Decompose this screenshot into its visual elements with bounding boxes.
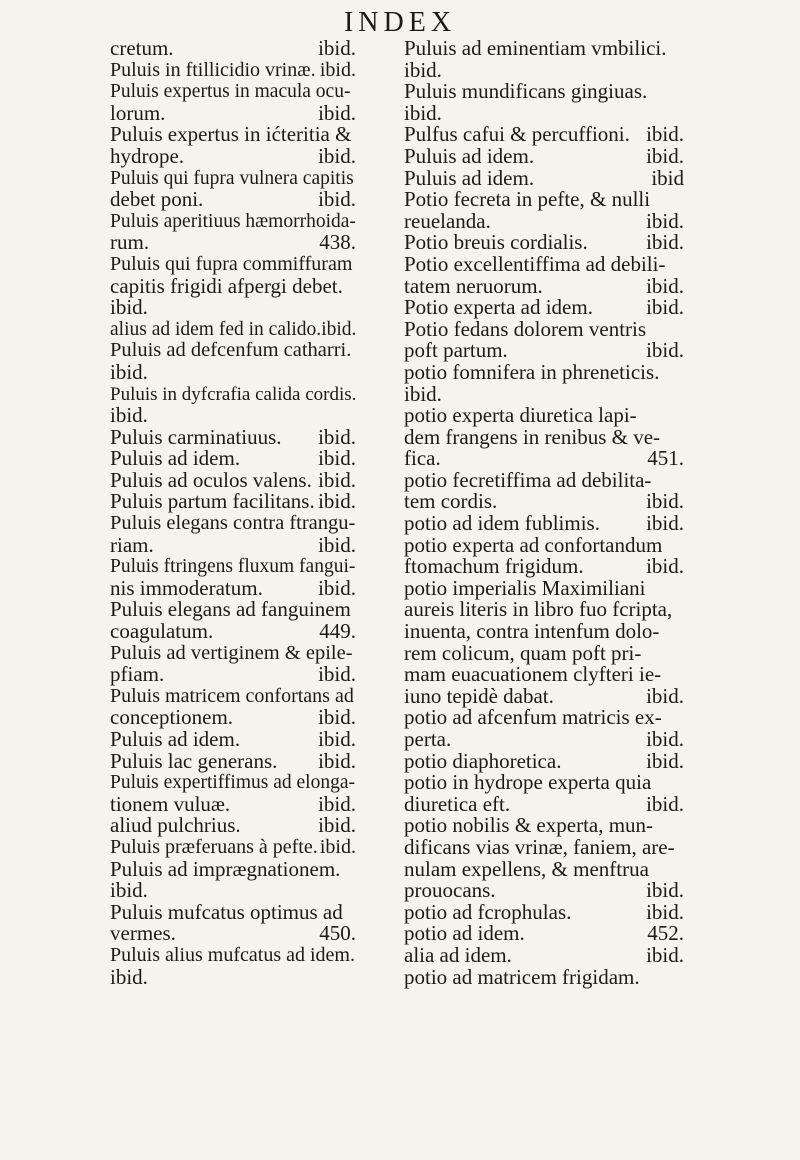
index-entry-text: diuretica eft. <box>404 791 511 816</box>
index-page-ref: ibid. <box>646 122 684 147</box>
page-header: INDEX <box>343 7 457 38</box>
index-entry-text: Puluis expertiffimus ad elonga- <box>110 772 355 794</box>
index-line <box>404 599 684 621</box>
index-line <box>110 513 356 535</box>
index-line <box>110 772 356 794</box>
index-line <box>404 251 684 276</box>
index-line <box>404 556 684 578</box>
index-entry-text: potio nobilis & experta, mun- <box>404 813 654 838</box>
index-entry-text: ibid. <box>110 295 148 320</box>
index-entry-text: Puluis mundificans gingiuas. <box>404 79 648 104</box>
index-entry-text: capitis frigidi afpergi debet. <box>110 273 343 298</box>
index-entry-text: conceptionem. <box>110 705 234 730</box>
index-line <box>110 340 356 362</box>
index-entry-text: ibid. <box>110 403 148 428</box>
index-entry-text: hydrope. <box>110 143 185 168</box>
index-page-ref: ibid. <box>318 662 356 687</box>
index-entry-text: Puluis expertus in ićteritia & <box>110 122 352 147</box>
index-line <box>110 575 356 600</box>
index-entry-text: Puluis mufcatus optimus ad <box>110 899 343 924</box>
index-entry-text: pfiam. <box>110 662 165 687</box>
index-line <box>110 273 356 298</box>
index-line <box>110 254 356 276</box>
index-page-ref: ibid. <box>319 835 356 858</box>
index-page-ref: ibid. <box>318 187 356 212</box>
index-line <box>404 834 684 859</box>
index-line <box>110 81 356 103</box>
index-entry-text: prouocans. <box>404 878 496 903</box>
index-entry-text: potio experta diuretica lapi- <box>404 403 637 428</box>
index-line <box>404 856 684 881</box>
index-line <box>110 856 356 881</box>
index-line <box>110 643 356 665</box>
index-entry-text: Puluis elegans ad fanguinem <box>110 597 351 622</box>
index-entry-text: potio ad afcenfum matricis ex- <box>404 705 662 730</box>
index-line <box>404 532 684 557</box>
index-entry-text: Puluis aperitiuus hæmorrhoida- <box>110 210 356 232</box>
index-line <box>110 232 356 254</box>
index-page-ref: ibid. <box>318 532 356 557</box>
index-page-ref: ibid. <box>646 511 684 536</box>
index-line <box>110 319 356 341</box>
index-entry-text: Potio experta ad idem. <box>404 295 593 320</box>
index-line <box>110 189 356 211</box>
index-page-ref: ibid. <box>318 36 356 60</box>
index-page-ref: ibid. <box>318 748 356 773</box>
index-entry-text: alius ad idem fed in calido. <box>110 318 322 340</box>
index-entry-text: Puluis in dyfcrafia calida cordis. <box>110 383 357 405</box>
index-line <box>404 791 684 816</box>
index-line <box>110 168 356 190</box>
index-page-ref: ibid. <box>318 575 356 600</box>
index-line <box>110 448 356 470</box>
index-line <box>110 837 356 859</box>
index-page-ref: ibid. <box>646 273 684 298</box>
index-entry-text: ibid. <box>404 381 442 406</box>
index-page-ref: ibid. <box>646 338 684 363</box>
index-line <box>404 316 684 341</box>
index-line <box>110 815 356 837</box>
index-line <box>404 340 684 362</box>
index-line <box>110 405 356 427</box>
index-line <box>404 124 684 146</box>
index-line <box>110 707 356 729</box>
index-line <box>110 491 356 513</box>
index-entry-text: inuenta, contra intenfum dolo- <box>404 619 660 644</box>
index-page-ref: ibid. <box>646 748 684 773</box>
index-entry-text: Puluis ad idem. <box>110 727 241 751</box>
index-entry-text: Puluis lac generans. <box>110 748 278 773</box>
index-line <box>110 664 356 686</box>
index-entry-text: Puluis matricem confortans ad <box>110 684 354 707</box>
index-page-ref: 450. <box>319 921 356 946</box>
index-entry-text: Puluis elegans contra ftrangu- <box>110 512 356 535</box>
index-page-ref: ibid. <box>646 143 684 168</box>
index-line <box>404 640 684 665</box>
index-entry-text: lorum. <box>110 100 166 125</box>
index-line <box>404 273 684 298</box>
index-entry-text: Puluis qui fupra vulnera capitis <box>110 167 354 189</box>
right-column <box>404 38 684 988</box>
index-entry-text: Puluis ad defcenfum catharri. <box>110 339 352 362</box>
index-page-ref: ibid. <box>318 489 356 514</box>
index-entry-text: Puluis in ftillicidio vrinæ. <box>110 58 316 81</box>
index-entry-text: coagulatum. <box>110 619 214 644</box>
index-line <box>404 707 684 729</box>
index-page-ref: 449. <box>319 619 356 644</box>
index-page-ref: ibid <box>651 165 684 190</box>
index-page-ref: ibid. <box>646 791 684 816</box>
index-line <box>404 923 684 945</box>
index-entry-text: Puluis expertus in macula ocu- <box>110 81 351 103</box>
index-entry-text: Puluis qui fupra commiffuram <box>110 252 353 275</box>
left-column <box>110 38 356 988</box>
index-page-ref: ibid. <box>318 467 356 492</box>
index-line <box>404 772 684 794</box>
index-entry-text: alia ad idem. <box>404 942 512 967</box>
index-page-ref: 438. <box>319 230 356 255</box>
index-entry-text: tatem neruorum. <box>404 273 543 298</box>
index-entry-text: potio ad matricem frigidam. <box>404 964 640 989</box>
index-entry-text: riam. <box>110 532 154 557</box>
index-line <box>404 664 684 686</box>
index-entry-text: nis immoderatum. <box>110 575 263 600</box>
index-entry-text: potio ad idem. <box>404 921 525 946</box>
index-entry-text: Puluis partum facilitans. <box>110 489 315 514</box>
index-entry-text: Potio fedans dolorem ventris <box>404 316 647 341</box>
index-line <box>404 899 684 924</box>
index-entry-text: Puluis carminatiuus. <box>110 424 282 449</box>
index-entry-text: Puluis ad idem. <box>404 143 535 168</box>
index-entry-text: rem colicum, quam poft pri- <box>404 640 642 665</box>
index-line <box>110 467 356 492</box>
index-line <box>404 815 684 837</box>
index-line <box>404 297 684 319</box>
index-entry-text: ibid. <box>110 964 148 989</box>
index-page-ref: ibid. <box>646 878 684 903</box>
index-line <box>404 880 684 902</box>
index-entry-text: reuelanda. <box>404 208 491 233</box>
index-line <box>110 621 356 643</box>
index-page-ref: ibid. <box>318 705 356 730</box>
index-entry-text: aureis literis in libro fuo fcripta, <box>404 597 673 622</box>
index-line <box>404 448 684 470</box>
index-entry-text: Potio breuis cordialis. <box>404 230 588 255</box>
index-line <box>404 513 684 535</box>
index-line <box>404 575 684 600</box>
index-line <box>404 942 684 967</box>
index-entry-text: ibid. <box>110 359 148 384</box>
index-line <box>404 729 684 751</box>
index-line <box>110 599 356 621</box>
index-page-ref: ibid. <box>318 424 356 449</box>
index-entry-text: dem frangens in renibus & ve- <box>404 424 661 449</box>
index-line <box>110 748 356 773</box>
index-page-ref: ibid. <box>646 727 684 751</box>
index-line <box>110 60 356 82</box>
index-entry-text: debet poni. <box>110 187 204 212</box>
index-entry-text: potio in hydrope experta quia <box>404 770 652 795</box>
index-line <box>404 81 684 103</box>
index-page-ref: ibid. <box>318 446 356 471</box>
index-entry-text: iuno tepidè dabat. <box>404 683 554 708</box>
index-page-ref: ibid. <box>318 813 356 838</box>
index-line <box>404 57 684 82</box>
index-entry-text: Puluis ad vertiginem & epile- <box>110 641 353 664</box>
index-line <box>110 923 356 945</box>
index-entry-text: fica. <box>404 446 441 471</box>
index-line <box>404 964 684 989</box>
index-page-ref: ibid. <box>646 683 684 708</box>
index-entry-text: Potio fecreta in pefte, & nulli <box>404 187 651 212</box>
index-page-ref: ibid. <box>646 942 684 967</box>
index-line <box>110 359 356 384</box>
index-line <box>110 211 356 233</box>
index-page-ref: ibid. <box>318 143 356 168</box>
index-line <box>110 899 356 924</box>
index-entry-text: ftomachum frigidum. <box>404 554 584 579</box>
index-page-ref: ibid. <box>646 208 684 233</box>
index-entry-text: Pulfus cafui & percuffioni. <box>404 122 630 147</box>
index-entry-text: rum. <box>110 230 150 255</box>
index-line <box>404 100 684 125</box>
index-entry-text: Puluis præferuans à pefte. <box>110 835 318 858</box>
index-page-ref: ibid. <box>646 230 684 255</box>
index-entry-text: dificans vias vrinæ, faniem, are- <box>404 834 675 859</box>
index-entry-text: potio imperialis Maximiliani <box>404 575 646 600</box>
index-entry-text: Potio excellentiffima ad debili- <box>404 251 666 276</box>
index-page-ref: ibid. <box>318 791 356 816</box>
index-entry-text: vermes. <box>110 921 176 946</box>
index-line <box>110 532 356 557</box>
index-page-ref: ibid. <box>646 554 684 579</box>
index-page-ref: 451. <box>647 446 684 471</box>
index-page-ref: ibid. <box>646 295 684 320</box>
index-entry-text: Puluis ad idem. <box>404 165 535 190</box>
index-entry-text: Puluis ad eminentiam vmbilici. <box>404 36 667 60</box>
index-line <box>404 38 684 60</box>
index-page-ref: ibid. <box>319 58 356 81</box>
index-line <box>110 384 356 406</box>
index-entry-text: tem cordis. <box>404 489 498 514</box>
index-entry-text: poft partum. <box>404 338 508 363</box>
index-line <box>404 621 684 643</box>
index-line <box>110 297 356 319</box>
index-entry-text: potio fecretiffima ad debilita- <box>404 467 652 492</box>
index-line <box>110 38 356 60</box>
index-line <box>110 964 356 989</box>
index-entry-text: potio ad idem fublimis. <box>404 511 600 536</box>
index-line <box>110 880 356 902</box>
index-line <box>404 683 684 708</box>
index-line <box>110 729 356 751</box>
index-line <box>404 405 684 427</box>
index-page-ref: 452. <box>647 921 684 946</box>
index-entry-text: mam euacuationem clyfteri ie- <box>404 662 662 687</box>
index-page-ref: ibid. <box>318 727 356 751</box>
index-line <box>404 424 684 449</box>
index-entry-text: potio fomnifera in phreneticis. <box>404 359 660 384</box>
index-entry-text: nulam expellens, & menftrua <box>404 856 649 881</box>
index-line <box>110 143 356 168</box>
index-entry-text: Puluis ad idem. <box>110 446 241 471</box>
index-page-ref: ibid. <box>321 318 357 340</box>
index-page-ref: ibid. <box>646 899 684 924</box>
index-line <box>404 143 684 168</box>
index-line <box>404 491 684 513</box>
index-line <box>110 424 356 449</box>
index-entry-text: cretum. <box>110 36 174 60</box>
index-entry-text: potio experta ad confortandum <box>404 532 663 557</box>
index-line <box>404 165 684 190</box>
index-page-ref: ibid. <box>318 100 356 125</box>
index-entry-text: Puluis ftringens fluxum fangui- <box>110 556 356 578</box>
index-line <box>404 748 684 773</box>
index-line <box>110 945 356 967</box>
index-line <box>110 100 356 125</box>
index-line <box>110 686 356 708</box>
index-line <box>404 467 684 492</box>
index-line <box>110 124 356 146</box>
index-line <box>404 232 684 254</box>
index-line <box>404 359 684 384</box>
index-entry-text: potio ad fcrophulas. <box>404 899 572 924</box>
index-entry-text: perta. <box>404 727 452 751</box>
index-entry-text: Puluis alius mufcatus ad idem. <box>110 943 355 966</box>
index-line <box>404 381 684 406</box>
index-entry-text: aliud pulchrius. <box>110 813 241 838</box>
index-entry-text: potio diaphoretica. <box>404 748 562 773</box>
index-entry-text: Puluis ad oculos valens. <box>110 467 312 492</box>
index-line <box>404 208 684 233</box>
index-entry-text: ibid. <box>404 100 442 125</box>
index-page-ref: ibid. <box>646 489 684 514</box>
index-line <box>404 189 684 211</box>
index-entry-text: Puluis ad imprægnationem. <box>110 856 341 881</box>
index-line <box>110 556 356 578</box>
index-entry-text: tionem vuluæ. <box>110 791 231 816</box>
index-entry-text: ibid. <box>404 57 442 82</box>
index-line <box>110 791 356 816</box>
index-entry-text: ibid. <box>110 878 148 903</box>
